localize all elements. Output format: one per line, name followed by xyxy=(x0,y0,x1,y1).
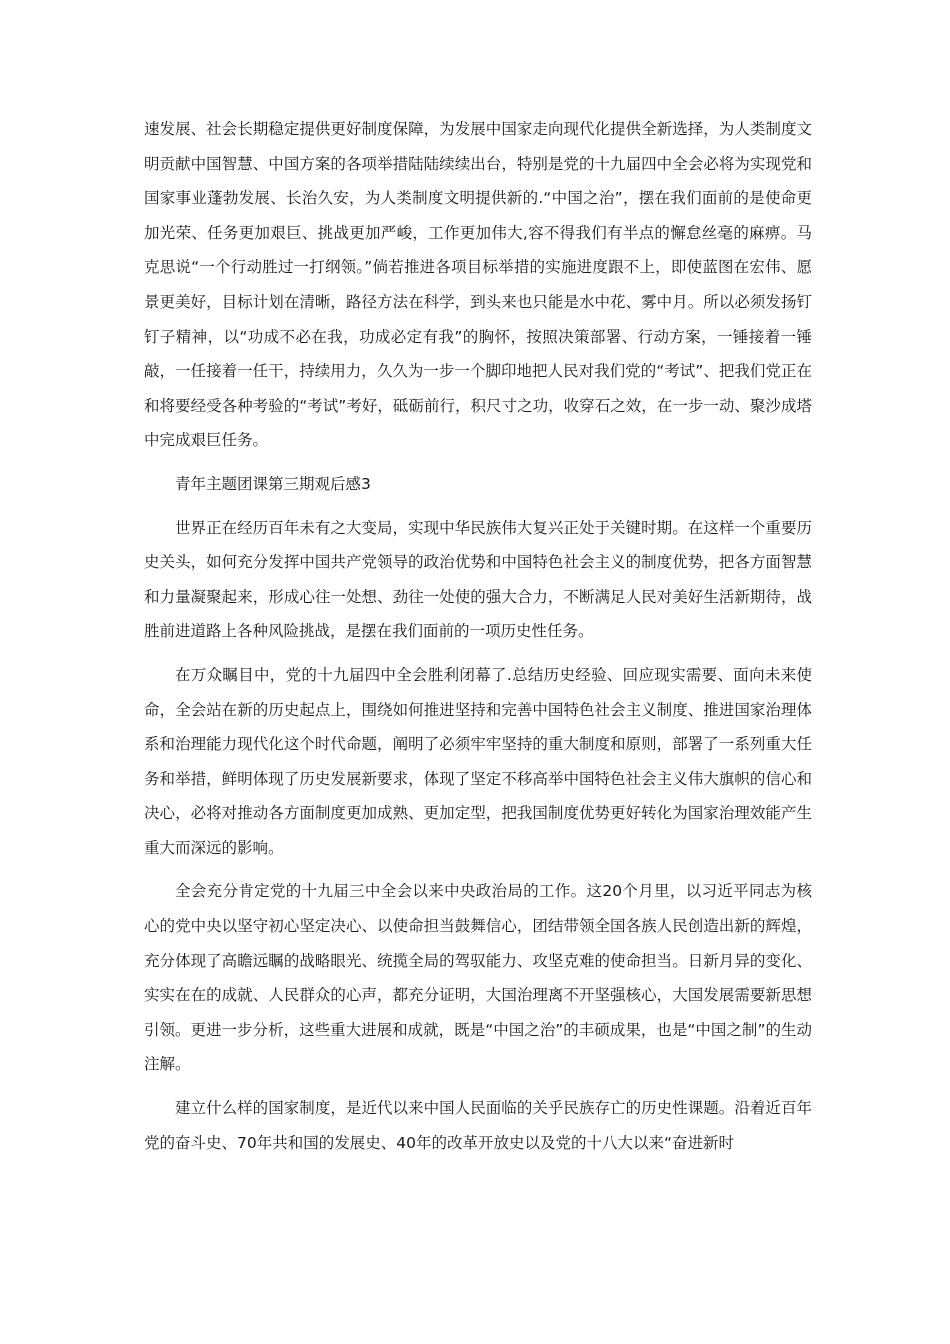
paragraph: 世界正在经历百年未有之大变局，实现中华民族伟大复兴正处于关键时期。在这样一个重要历史关头，如何充分发挥中国共产党领导的政治优势和中国特色社会主义的制度优势，把各方面智慧和力量凝聚起来，形成心往一处想、劲往一处使的强大合力，不断满足人民对美好生活新期待，战胜前进道路上各种风险挑战，是摆在我们面前的一项历史性任务。 xyxy=(144,518,812,641)
section-heading: 青年主题团课第三期观后感3 xyxy=(175,474,371,493)
paragraph: 全会充分肯定党的十九届三中全会以来中央政治局的工作。这20个月里，以习近平同志为核心的党中央以坚守初心坚定决心、以使命担当鼓舞信心，团结带领全国各族人民创造出新的辉煌，充分体现了高瞻远瞩的战略眼光、统揽全局的驾驭能力、攻坚克难的使命担当。日新月异的变化、实实在在的成就、人民群众的心声，都充分证明，大国治理离不开坚强核心，大国发展需要新思想引领。更进一步分析，这些重大进展和成就，既是“中国之治”的丰硕成果，也是“中国之制”的生动注解。 xyxy=(144,882,812,1074)
paragraph: 在万众瞩目中，党的十九届四中全会胜利闭幕了.总结历史经验、回应现实需要、面向未来使命，全会站在新的历史起点上，围绕如何推进坚持和完善中国特色社会主义制度、推进国家治理体系和治理能力现代化这个时代命题，阐明了必须牢牢坚持的重大制度和原则，部署了一系列重大任务和举措，鲜明体现了历史发展新要求，体现了坚定不移高举中国特色社会主义伟大旗帜的信心和决心，必将对推动各方面制度更加成熟、更加定型，把我国制度优势更好转化为国家治理效能产生重大而深远的影响。 xyxy=(144,665,812,857)
document-body xyxy=(144,112,812,1169)
paragraph: 建立什么样的国家制度，是近代以来中国人民面临的关乎民族存亡的历史性课题。沿着近百年党的奋斗史、70年共和国的发展史、40年的改革开放史以及党的十八大以来“奋进新时 xyxy=(144,1099,812,1152)
paragraph-continued: 速发展、社会长期稳定提供更好制度保障，为发展中国家走向现代化提供全新选择，为人类制度文明贡献中国智慧、中国方案的各项举措陆陆续续出台，特别是党的十九届四中全会必将为实现党和国家事业蓬勃发展、长治久安，为人类制度文明提供新的.“中国之治”，摆在我们面前的是使命更加光荣、任务更加艰巨、挑战更加严峻，工作更加伟大,容不得我们有半点的懈怠丝毫的麻痹。马克思说“一个行动胜过一打纲领。”倘若推进各项目标举措的实施进度跟不上，即使蓝图在宏伟、愿景更美好，目标计划在清晰，路径方法在科学，到头来也只能是水中花、雾中月。所以必须发扬钉钉子精神，以“功成不必在我，功成必定有我”的胸怀，按照决策部署、行动方案，一锤接着一锤敲，一任接着一任干，持续用力，久久为一步一个脚印地把人民对我们党的“考试”、把我们党正在和将要经受各种考验的“考试”考好，砥砺前行，积尺寸之功，收穿石之效，在一步一动、聚沙成塔中完成艰巨任务。 xyxy=(144,120,812,450)
